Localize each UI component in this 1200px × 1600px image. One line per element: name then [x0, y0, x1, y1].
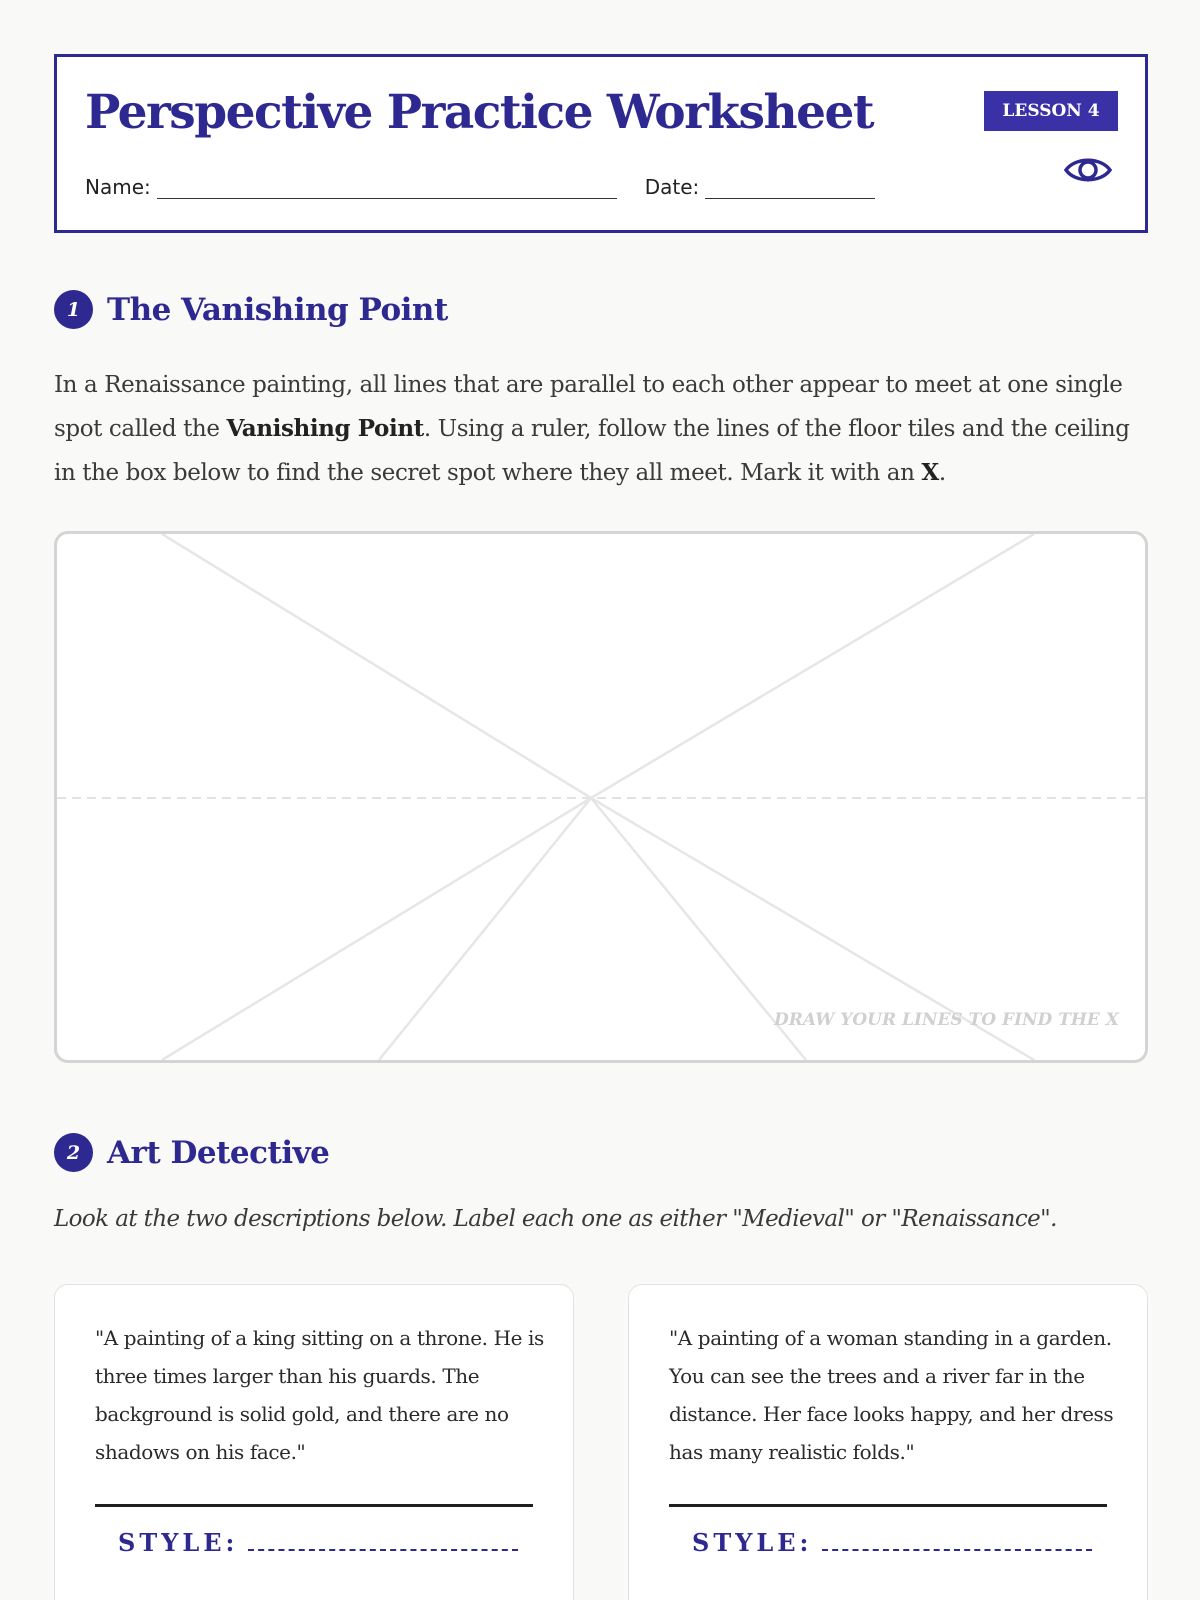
section-number-badge: 2 — [54, 1133, 93, 1172]
name-date-fields — [85, 175, 875, 199]
floor-line-2 — [379, 798, 591, 1060]
section-number-badge: 1 — [54, 290, 93, 329]
section-title: Art Detective — [107, 1134, 330, 1171]
ceiling-line-left — [162, 534, 591, 798]
card-quote: "A painting of a king sitting on a throne. He is three times larger than his guards. The background is solid gold, and there are no shadows on his face." — [95, 1326, 544, 1464]
lesson-badge: LESSON 4 — [984, 91, 1118, 131]
x-mark-term: X — [921, 459, 939, 486]
card-divider — [95, 1504, 533, 1507]
description-card-2 — [628, 1284, 1148, 1600]
name-label: Name: — [85, 175, 151, 199]
intro-paragraph — [54, 364, 1154, 495]
drawing-box[interactable] — [54, 531, 1148, 1063]
vanishing-point-term: Vanishing Point — [226, 415, 424, 442]
description-card-1 — [54, 1284, 574, 1600]
date-label: Date: — [644, 175, 700, 199]
card-quote: "A painting of a woman standing in a garden. You can see the trees and a river far in the distance. Her face looks happy, and her dress has many realistic folds." — [669, 1326, 1114, 1464]
style-label: STYLE: — [692, 1528, 813, 1557]
intro-text: In a Renaissance painting, all lines that are parallel to each other appear to meet at one single spot called the — [54, 372, 1123, 442]
perspective-guide-lines — [57, 534, 1145, 1060]
ceiling-line-right — [591, 534, 1034, 798]
style-blank[interactable] — [248, 1531, 518, 1551]
style-label: STYLE: — [118, 1528, 239, 1557]
intro-text: . — [938, 460, 946, 486]
eye-icon — [1063, 153, 1113, 187]
floor-line-1 — [162, 798, 591, 1060]
name-field[interactable] — [157, 179, 617, 199]
worksheet-title: Perspective Practice Worksheet — [85, 85, 874, 140]
section-2-heading — [54, 1133, 329, 1172]
section-2-instruction: Look at the two descriptions below. Label each one as either "Medieval" or "Renaissance". — [54, 1206, 1057, 1232]
drawing-hint: DRAW YOUR LINES TO FIND THE X — [773, 1010, 1119, 1030]
card-divider — [669, 1504, 1107, 1507]
intro-text: . Using a ruler, follow the lines of the floor tiles and the ceiling in the box below to find the secret spot where they all meet. Mark it with an — [54, 416, 1130, 486]
section-title: The Vanishing Point — [107, 291, 448, 328]
section-1-heading — [54, 290, 448, 329]
style-blank[interactable] — [822, 1531, 1092, 1551]
style-answer-field[interactable] — [118, 1528, 518, 1557]
worksheet-header — [54, 54, 1148, 233]
date-field[interactable] — [705, 179, 875, 199]
style-answer-field[interactable] — [692, 1528, 1092, 1557]
